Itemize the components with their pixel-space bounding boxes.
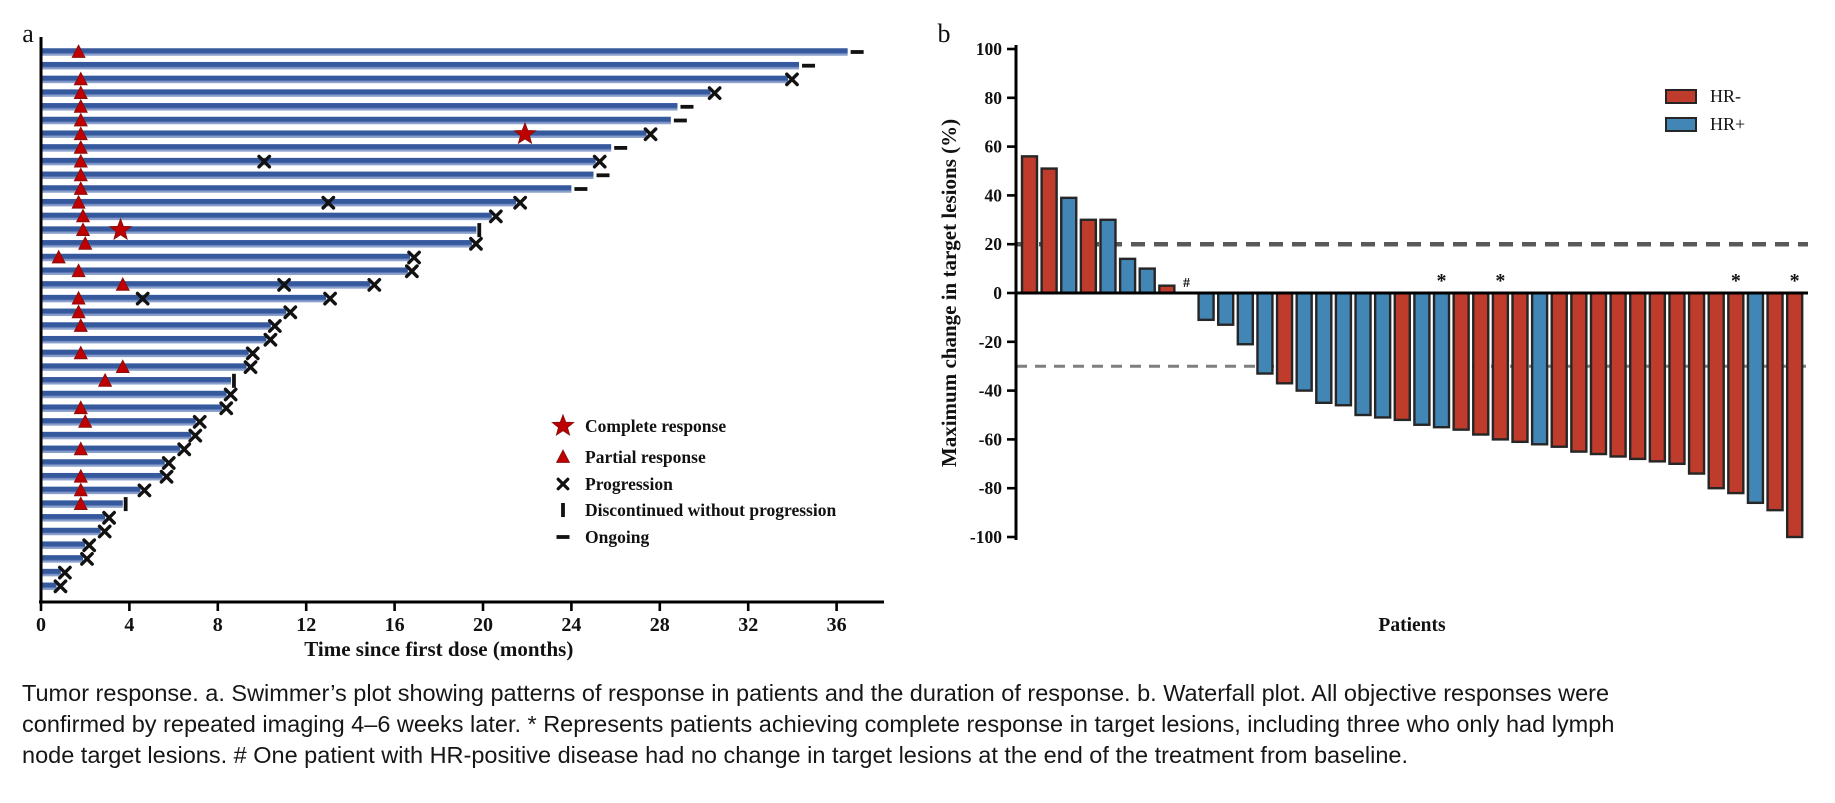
y-tick-label: 0: [993, 283, 1002, 303]
waterfall-bar: [1768, 293, 1783, 510]
waterfall-bar: [1336, 293, 1351, 405]
swimmer-bar: [41, 514, 105, 522]
y-tick-label: -40: [978, 380, 1002, 401]
partial-response-icon: [557, 450, 570, 462]
ongoing-icon: [574, 187, 587, 191]
ongoing-icon: [851, 50, 864, 54]
waterfall-bar: [1199, 293, 1214, 320]
waterfall-bar: [1042, 169, 1057, 293]
swimmer-bar: [41, 459, 165, 467]
legend-label: Complete response: [585, 416, 727, 436]
waterfall-bar: [1218, 293, 1233, 325]
waterfall-bar: [1238, 293, 1253, 344]
swimmer-bar: [41, 185, 571, 193]
complete-response-star-annotation: *: [1789, 270, 1800, 292]
waterfall-bar: [1100, 220, 1115, 293]
swimmer-bar: [41, 377, 231, 385]
waterfall-bar: [1709, 293, 1724, 488]
waterfall-bar: [1630, 293, 1645, 459]
figure-caption: [22, 678, 1822, 771]
panel-a-label: a: [22, 19, 34, 48]
y-tick-label: -100: [969, 527, 1002, 547]
waterfall-bar: [1140, 269, 1155, 293]
swimmer-bar: [41, 432, 191, 440]
discontinued-icon: [124, 497, 128, 511]
y-tick-label: 80: [984, 87, 1002, 108]
legend-label: HR-: [1710, 86, 1741, 106]
legend-label: Progression: [585, 474, 673, 494]
swimmer-bar: [41, 569, 61, 577]
waterfall-bar: [1552, 293, 1567, 447]
waterfall-bar: [1513, 293, 1528, 442]
swimmer-bar: [41, 528, 101, 536]
swimmer-bar: [41, 363, 247, 371]
swimmer-bar: [41, 117, 671, 125]
swimmer-bar: [41, 172, 594, 180]
y-tick-label: 40: [984, 185, 1002, 206]
swimmer-bar: [41, 350, 249, 358]
waterfall-bar: [1650, 293, 1665, 461]
waterfall-bar: [1277, 293, 1292, 383]
y-tick-label: -80: [978, 478, 1002, 499]
x-tick-label: 12: [296, 614, 317, 636]
y-tick-label: -60: [978, 429, 1002, 450]
complete-response-star-annotation: *: [1436, 270, 1447, 292]
y-tick-label: 20: [984, 234, 1002, 255]
waterfall-bar: [1748, 293, 1763, 503]
waterfall-bar: [1434, 293, 1449, 427]
swimmer-bar: [41, 158, 596, 166]
legend-label: HR+: [1710, 114, 1746, 134]
waterfall-bar: [1591, 293, 1606, 454]
ongoing-icon: [680, 105, 693, 109]
complete-response-icon: [110, 219, 131, 239]
panel-b-x-axis-title: Patients: [1378, 615, 1446, 636]
waterfall-bar: [1414, 293, 1429, 425]
waterfall-bar: [1493, 293, 1508, 439]
waterfall-bar: [1611, 293, 1626, 456]
swimmer-bar: [41, 144, 611, 152]
x-tick-label: 8: [212, 614, 223, 636]
x-tick-label: 4: [124, 614, 135, 636]
legend-swatch: [1666, 90, 1696, 103]
ongoing-icon: [674, 119, 687, 123]
waterfall-bar: [1532, 293, 1547, 444]
swimmer-bar: [41, 391, 227, 399]
discontinued-icon: [477, 223, 481, 237]
ongoing-icon: [557, 535, 570, 539]
complete-response-star-annotation: *: [1730, 270, 1741, 292]
waterfall-bar: [1022, 156, 1037, 293]
swimmer-bar: [41, 199, 516, 207]
waterfall-bar: [1375, 293, 1390, 417]
waterfall-bar: [1081, 220, 1096, 293]
swimmer-bar: [41, 254, 410, 262]
waterfall-bar: [1297, 293, 1312, 391]
swimmer-bar: [41, 226, 476, 234]
complete-response-icon: [553, 415, 574, 435]
swimmer-bar: [41, 487, 140, 495]
caption-line-2: confirmed by repeated imaging 4–6 weeks later. * Represents patients achieving complete response in target lesions, including three who only had lymph: [22, 711, 1615, 737]
legend-label: Ongoing: [585, 527, 650, 547]
waterfall-bar: [1669, 293, 1684, 464]
swimmer-bar: [41, 267, 408, 275]
discontinued-icon: [232, 374, 236, 388]
waterfall-bar: [1728, 293, 1743, 493]
x-tick-label: 36: [826, 614, 847, 636]
x-tick-label: 32: [738, 614, 759, 636]
panel-b-label: b: [937, 19, 951, 48]
y-tick-label: 60: [984, 136, 1002, 157]
swimmer-bar: [41, 240, 472, 248]
x-tick-label: 0: [36, 614, 46, 636]
swimmer-bar: [41, 103, 677, 111]
waterfall-bar: [1395, 293, 1410, 420]
swimmer-bar: [41, 541, 85, 549]
waterfall-bar: [1120, 259, 1135, 293]
waterfall-bar: [1316, 293, 1331, 403]
ongoing-icon: [614, 146, 627, 150]
no-change-hash-annotation: #: [1182, 276, 1190, 291]
waterfall-bar: [1454, 293, 1469, 430]
x-tick-label: 24: [561, 614, 582, 636]
waterfall-bar: [1061, 198, 1076, 293]
legend-label: Partial response: [585, 447, 706, 467]
swimmer-bar: [41, 62, 799, 69]
ongoing-icon: [597, 173, 610, 177]
swimmer-bar: [41, 404, 222, 412]
swimmer-bar: [41, 76, 788, 84]
swimmer-bar: [41, 89, 711, 97]
caption-line-3: node target lesions. # One patient with HR-positive disease had no change in target lesions at the end of the treatment from baseline.: [22, 742, 1409, 768]
complete-response-icon: [515, 123, 536, 143]
waterfall-bar: [1787, 293, 1802, 537]
waterfall-bar: [1473, 293, 1488, 435]
swimmer-bar: [41, 48, 848, 56]
swimmer-bar: [41, 213, 492, 221]
caption-line-1: Tumor response. a. Swimmer’s plot showing patterns of response in patients and the duration of response. b. Waterfall plot. All objective responses were: [22, 680, 1610, 706]
ongoing-icon: [802, 64, 815, 68]
waterfall-bar: [1356, 293, 1371, 415]
swimmer-bar: [41, 555, 83, 563]
waterfall-bar: [1571, 293, 1586, 452]
y-tick-label: -20: [978, 331, 1002, 352]
swimmer-bar: [41, 446, 180, 454]
complete-response-star-annotation: *: [1495, 270, 1506, 292]
waterfall-bar: [1689, 293, 1704, 474]
discontinued-icon: [561, 503, 565, 517]
swimmer-bar: [41, 418, 196, 426]
panel-b-y-axis-title: Maximum change in target lesions (%): [937, 118, 961, 468]
swimmer-bar: [41, 473, 163, 481]
y-tick-label: 100: [975, 39, 1002, 59]
x-tick-label: 28: [649, 614, 670, 636]
swimmer-bar: [41, 130, 647, 138]
panel-a-x-axis-title: Time since first dose (months): [304, 637, 574, 661]
legend-label: Discontinued without progression: [585, 500, 837, 520]
swimmer-bar: [41, 281, 370, 289]
x-tick-label: 16: [384, 614, 405, 636]
swimmer-bar: [41, 336, 266, 344]
swimmer-bar: [41, 583, 56, 591]
x-tick-label: 20: [473, 614, 493, 636]
legend-swatch: [1666, 118, 1696, 131]
waterfall-bar: [1257, 293, 1272, 374]
